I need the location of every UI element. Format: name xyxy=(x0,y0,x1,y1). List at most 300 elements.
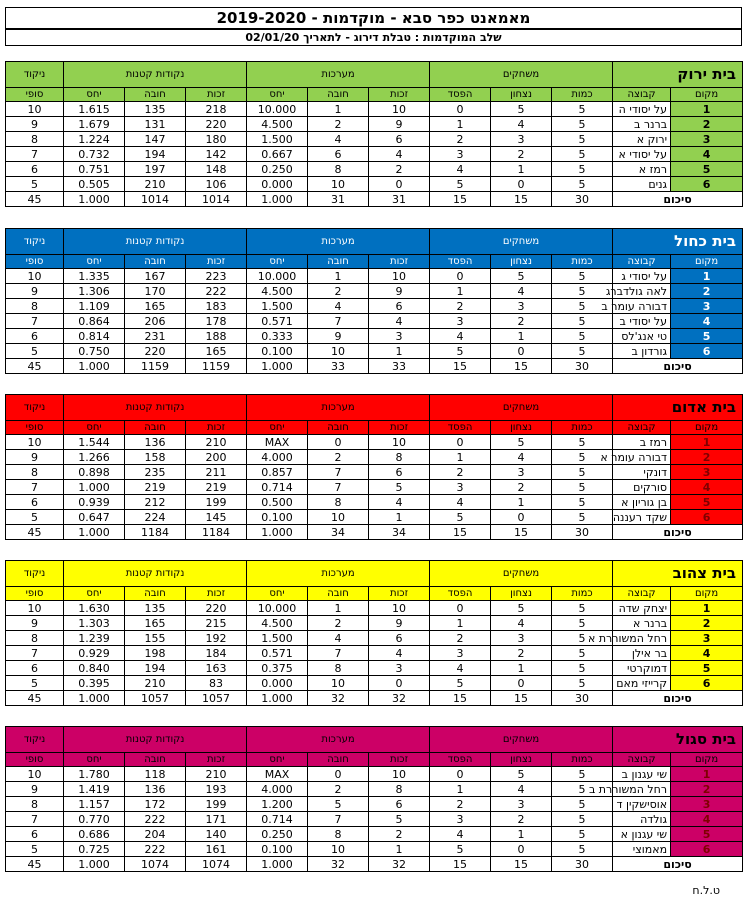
cell-team: רמז א xyxy=(613,162,671,177)
cell-sp-credit: 199 xyxy=(186,495,247,510)
total-sp-credit: 1057 xyxy=(186,691,247,706)
table-row xyxy=(6,299,743,314)
cell-count: 5 xyxy=(552,450,613,465)
cell-sp-ratio: 1.000 xyxy=(64,480,125,495)
cell-sp-debt: 197 xyxy=(125,162,186,177)
total-set-ratio: 1.000 xyxy=(247,857,308,872)
table-row xyxy=(6,646,743,661)
subheader-ratio: יחס xyxy=(247,753,308,767)
cell-score: 9 xyxy=(6,117,64,132)
cell-count: 5 xyxy=(552,465,613,480)
cell-set-ratio: 0.714 xyxy=(247,480,308,495)
cell-place: 2 xyxy=(671,782,743,797)
cell-set-ratio: 1.500 xyxy=(247,132,308,147)
cell-set-ratio: 0.500 xyxy=(247,495,308,510)
total-set-credit: 32 xyxy=(369,691,430,706)
total-score: 45 xyxy=(6,359,64,374)
page-subtitle: שלב המוקדמות : טבלת דירוג - לתאריך 02/01/20 xyxy=(5,29,742,46)
cell-set-credit: 5 xyxy=(369,480,430,495)
cell-loss: 1 xyxy=(430,782,491,797)
subheader-ratio: יחס xyxy=(64,587,125,601)
cell-place: 4 xyxy=(671,147,743,162)
cell-win: 3 xyxy=(491,797,552,812)
subheader-final: סופי xyxy=(6,421,64,435)
total-loss: 15 xyxy=(430,691,491,706)
subheader-loss: הפסד xyxy=(430,587,491,601)
cell-place: 1 xyxy=(671,767,743,782)
cell-count: 5 xyxy=(552,117,613,132)
table-row xyxy=(6,329,743,344)
cell-set-debt: 9 xyxy=(308,329,369,344)
cell-set-debt: 4 xyxy=(308,132,369,147)
cell-count: 5 xyxy=(552,132,613,147)
total-score: 45 xyxy=(6,857,64,872)
cell-score: 5 xyxy=(6,510,64,525)
cell-win: 2 xyxy=(491,314,552,329)
cell-win: 5 xyxy=(491,102,552,117)
cell-place: 3 xyxy=(671,132,743,147)
cell-loss: 1 xyxy=(430,616,491,631)
cell-sp-credit: 220 xyxy=(186,601,247,616)
cell-score: 5 xyxy=(6,842,64,857)
table-row xyxy=(6,314,743,329)
total-score: 45 xyxy=(6,192,64,207)
cell-sp-debt: 194 xyxy=(125,661,186,676)
cell-win: 0 xyxy=(491,510,552,525)
cell-place: 6 xyxy=(671,344,743,359)
cell-set-credit: 8 xyxy=(369,782,430,797)
cell-count: 5 xyxy=(552,601,613,616)
cell-score: 6 xyxy=(6,495,64,510)
cell-sp-credit: 163 xyxy=(186,661,247,676)
subheader-ratio: יחס xyxy=(64,421,125,435)
subheader-place: מקום xyxy=(671,255,743,269)
cell-sp-debt: 136 xyxy=(125,435,186,450)
cell-sp-debt: 170 xyxy=(125,284,186,299)
header-small-points: נקודות קטנות xyxy=(64,62,247,88)
subheader-credit: זכות xyxy=(186,421,247,435)
cell-set-credit: 10 xyxy=(369,435,430,450)
cell-team: על יסודי ג xyxy=(613,269,671,284)
cell-place: 4 xyxy=(671,646,743,661)
cell-set-ratio: 0.250 xyxy=(247,827,308,842)
subheader-team: קבוצה xyxy=(613,753,671,767)
cell-score: 6 xyxy=(6,329,64,344)
cell-sp-credit: 220 xyxy=(186,117,247,132)
cell-score: 10 xyxy=(6,269,64,284)
cell-sp-credit: 199 xyxy=(186,797,247,812)
total-win: 15 xyxy=(491,525,552,540)
subheader-debt: חובה xyxy=(308,753,369,767)
cell-team: רחל המשוררת א xyxy=(613,631,671,646)
summary-label: סיכום xyxy=(613,192,743,207)
header-sets: מערכות xyxy=(247,62,430,88)
total-win: 15 xyxy=(491,359,552,374)
cell-count: 5 xyxy=(552,147,613,162)
cell-win: 5 xyxy=(491,601,552,616)
cell-set-debt: 10 xyxy=(308,676,369,691)
cell-sp-credit: 184 xyxy=(186,646,247,661)
cell-win: 0 xyxy=(491,842,552,857)
cell-place: 4 xyxy=(671,812,743,827)
subheader-team: קבוצה xyxy=(613,255,671,269)
subheader-place: מקום xyxy=(671,587,743,601)
cell-sp-debt: 165 xyxy=(125,616,186,631)
cell-sp-ratio: 1.266 xyxy=(64,450,125,465)
total-set-credit: 33 xyxy=(369,359,430,374)
subheader-loss: הפסד xyxy=(430,421,491,435)
header-sets: מערכות xyxy=(247,727,430,753)
cell-set-ratio: 0.333 xyxy=(247,329,308,344)
header-small-points: נקודות קטנות xyxy=(64,395,247,421)
cell-set-ratio: 0.667 xyxy=(247,147,308,162)
cell-set-debt: 8 xyxy=(308,162,369,177)
cell-count: 5 xyxy=(552,435,613,450)
cell-set-ratio: 4.500 xyxy=(247,284,308,299)
cell-place: 5 xyxy=(671,162,743,177)
cell-loss: 0 xyxy=(430,102,491,117)
cell-set-debt: 5 xyxy=(308,797,369,812)
subheader-final: סופי xyxy=(6,255,64,269)
cell-score: 9 xyxy=(6,284,64,299)
cell-set-credit: 4 xyxy=(369,646,430,661)
table-row xyxy=(6,601,743,616)
cell-set-debt: 0 xyxy=(308,435,369,450)
cell-set-ratio: 4.500 xyxy=(247,117,308,132)
cell-sp-credit: 180 xyxy=(186,132,247,147)
cell-set-debt: 0 xyxy=(308,767,369,782)
header-sets: מערכות xyxy=(247,561,430,587)
subheader-count: כמות xyxy=(552,88,613,102)
cell-win: 4 xyxy=(491,284,552,299)
cell-score: 8 xyxy=(6,631,64,646)
total-count: 30 xyxy=(552,192,613,207)
cell-win: 5 xyxy=(491,435,552,450)
cell-set-credit: 10 xyxy=(369,102,430,117)
cell-team: טי אנג'לס xyxy=(613,329,671,344)
cell-sp-ratio: 0.751 xyxy=(64,162,125,177)
cell-set-debt: 4 xyxy=(308,299,369,314)
table-row xyxy=(6,480,743,495)
table-row xyxy=(6,510,743,525)
cell-count: 5 xyxy=(552,661,613,676)
cell-set-debt: 8 xyxy=(308,827,369,842)
cell-loss: 1 xyxy=(430,450,491,465)
table-row xyxy=(6,797,743,812)
subheader-debt: חובה xyxy=(125,421,186,435)
subheader-debt: חובה xyxy=(125,587,186,601)
cell-set-credit: 4 xyxy=(369,314,430,329)
cell-set-ratio: 1.500 xyxy=(247,631,308,646)
cell-set-credit: 2 xyxy=(369,162,430,177)
cell-set-credit: 6 xyxy=(369,797,430,812)
cell-set-credit: 10 xyxy=(369,601,430,616)
cell-score: 7 xyxy=(6,314,64,329)
cell-set-debt: 7 xyxy=(308,812,369,827)
subheader-credit: זכות xyxy=(369,88,430,102)
cell-sp-ratio: 0.725 xyxy=(64,842,125,857)
cell-place: 5 xyxy=(671,329,743,344)
cell-score: 7 xyxy=(6,812,64,827)
cell-sp-credit: 171 xyxy=(186,812,247,827)
subheader-team: קבוצה xyxy=(613,88,671,102)
table-row xyxy=(6,117,743,132)
total-sp-ratio: 1.000 xyxy=(64,691,125,706)
cell-count: 5 xyxy=(552,102,613,117)
cell-loss: 2 xyxy=(430,299,491,314)
cell-loss: 2 xyxy=(430,631,491,646)
cell-place: 1 xyxy=(671,601,743,616)
cell-set-credit: 6 xyxy=(369,465,430,480)
table-row xyxy=(6,631,743,646)
total-sp-debt: 1014 xyxy=(125,192,186,207)
total-count: 30 xyxy=(552,691,613,706)
total-set-credit: 32 xyxy=(369,857,430,872)
cell-count: 5 xyxy=(552,495,613,510)
table-row xyxy=(6,842,743,857)
cell-set-credit: 3 xyxy=(369,661,430,676)
group-house-title: בית צהוב xyxy=(613,561,743,587)
cell-set-ratio: 0.100 xyxy=(247,510,308,525)
cell-place: 2 xyxy=(671,284,743,299)
cell-team: ברנר א xyxy=(613,616,671,631)
cell-team: דבורה עומר ב xyxy=(613,299,671,314)
table-row xyxy=(6,767,743,782)
subheader-credit: זכות xyxy=(369,255,430,269)
subheader-credit: זכות xyxy=(369,753,430,767)
cell-win: 4 xyxy=(491,782,552,797)
group-house-title: בית ירוק xyxy=(613,62,743,88)
cell-loss: 2 xyxy=(430,132,491,147)
cell-sp-credit: 211 xyxy=(186,465,247,480)
cell-set-debt: 1 xyxy=(308,102,369,117)
cell-loss: 0 xyxy=(430,269,491,284)
total-row xyxy=(6,691,743,706)
total-set-debt: 33 xyxy=(308,359,369,374)
subheader-debt: חובה xyxy=(308,587,369,601)
cell-sp-credit: 210 xyxy=(186,767,247,782)
cell-sp-credit: 218 xyxy=(186,102,247,117)
total-count: 30 xyxy=(552,525,613,540)
cell-score: 5 xyxy=(6,344,64,359)
cell-loss: 0 xyxy=(430,767,491,782)
subheader-win: נצחון xyxy=(491,587,552,601)
header-sets: מערכות xyxy=(247,395,430,421)
cell-win: 0 xyxy=(491,177,552,192)
cell-set-ratio: 10.000 xyxy=(247,269,308,284)
cell-sp-ratio: 1.630 xyxy=(64,601,125,616)
cell-sp-ratio: 0.750 xyxy=(64,344,125,359)
cell-set-debt: 10 xyxy=(308,344,369,359)
cell-team: שי עגנון ב xyxy=(613,767,671,782)
cell-count: 5 xyxy=(552,767,613,782)
cell-sp-ratio: 0.814 xyxy=(64,329,125,344)
total-loss: 15 xyxy=(430,359,491,374)
cell-sp-debt: 135 xyxy=(125,601,186,616)
cell-set-debt: 2 xyxy=(308,117,369,132)
subheader-final: סופי xyxy=(6,88,64,102)
group-table xyxy=(5,726,743,872)
subheader-ratio: יחס xyxy=(64,753,125,767)
subheader-ratio: יחס xyxy=(247,587,308,601)
cell-set-debt: 4 xyxy=(308,631,369,646)
cell-win: 0 xyxy=(491,676,552,691)
total-set-debt: 32 xyxy=(308,691,369,706)
cell-count: 5 xyxy=(552,812,613,827)
total-loss: 15 xyxy=(430,857,491,872)
total-set-ratio: 1.000 xyxy=(247,192,308,207)
total-set-ratio: 1.000 xyxy=(247,691,308,706)
cell-count: 5 xyxy=(552,162,613,177)
cell-sp-ratio: 0.770 xyxy=(64,812,125,827)
cell-sp-debt: 147 xyxy=(125,132,186,147)
total-score: 45 xyxy=(6,525,64,540)
cell-win: 1 xyxy=(491,329,552,344)
table-row xyxy=(6,284,743,299)
total-row xyxy=(6,857,743,872)
cell-count: 5 xyxy=(552,480,613,495)
cell-count: 5 xyxy=(552,299,613,314)
cell-loss: 2 xyxy=(430,465,491,480)
cell-score: 6 xyxy=(6,827,64,842)
cell-place: 3 xyxy=(671,299,743,314)
cell-set-debt: 10 xyxy=(308,842,369,857)
cell-set-credit: 0 xyxy=(369,676,430,691)
cell-score: 8 xyxy=(6,299,64,314)
cell-sp-debt: 206 xyxy=(125,314,186,329)
cell-sp-credit: 165 xyxy=(186,344,247,359)
cell-loss: 1 xyxy=(430,117,491,132)
cell-loss: 1 xyxy=(430,284,491,299)
cell-count: 5 xyxy=(552,510,613,525)
cell-place: 6 xyxy=(671,676,743,691)
header-games: משחקים xyxy=(430,62,613,88)
cell-count: 5 xyxy=(552,284,613,299)
cell-set-ratio: 4.000 xyxy=(247,450,308,465)
cell-team: ברנר ב xyxy=(613,117,671,132)
subheader-debt: חובה xyxy=(125,255,186,269)
cell-count: 5 xyxy=(552,616,613,631)
table-row xyxy=(6,782,743,797)
table-row xyxy=(6,132,743,147)
group-table xyxy=(5,228,743,374)
subheader-count: כמות xyxy=(552,587,613,601)
cell-set-ratio: 0.857 xyxy=(247,465,308,480)
cell-score: 8 xyxy=(6,797,64,812)
cell-win: 1 xyxy=(491,495,552,510)
cell-sp-debt: 204 xyxy=(125,827,186,842)
subheader-debt: חובה xyxy=(308,88,369,102)
cell-count: 5 xyxy=(552,827,613,842)
cell-set-credit: 3 xyxy=(369,329,430,344)
cell-count: 5 xyxy=(552,344,613,359)
subheader-loss: הפסד xyxy=(430,753,491,767)
cell-loss: 5 xyxy=(430,344,491,359)
cell-team: דבורה עומר א xyxy=(613,450,671,465)
table-row xyxy=(6,827,743,842)
table-row xyxy=(6,450,743,465)
cell-loss: 4 xyxy=(430,661,491,676)
cell-win: 3 xyxy=(491,132,552,147)
cell-team: גולדה xyxy=(613,812,671,827)
cell-win: 4 xyxy=(491,616,552,631)
cell-sp-ratio: 0.647 xyxy=(64,510,125,525)
cell-sp-debt: 235 xyxy=(125,465,186,480)
cell-place: 5 xyxy=(671,661,743,676)
cell-win: 2 xyxy=(491,812,552,827)
cell-set-ratio: 0.100 xyxy=(247,344,308,359)
cell-place: 6 xyxy=(671,510,743,525)
header-score: ניקוד xyxy=(6,229,64,255)
table-row xyxy=(6,812,743,827)
total-row xyxy=(6,192,743,207)
cell-win: 4 xyxy=(491,450,552,465)
cell-set-ratio: 10.000 xyxy=(247,601,308,616)
total-sp-debt: 1057 xyxy=(125,691,186,706)
table-row xyxy=(6,147,743,162)
group-table xyxy=(5,61,743,207)
cell-loss: 4 xyxy=(430,329,491,344)
cell-set-credit: 5 xyxy=(369,812,430,827)
cell-sp-ratio: 0.395 xyxy=(64,676,125,691)
cell-team: גנים xyxy=(613,177,671,192)
cell-score: 5 xyxy=(6,177,64,192)
cell-score: 8 xyxy=(6,465,64,480)
cell-sp-credit: 106 xyxy=(186,177,247,192)
cell-sp-credit: 192 xyxy=(186,631,247,646)
cell-team: בן גוריון א xyxy=(613,495,671,510)
cell-sp-debt: 118 xyxy=(125,767,186,782)
cell-place: 3 xyxy=(671,631,743,646)
cell-sp-credit: 142 xyxy=(186,147,247,162)
cell-place: 2 xyxy=(671,450,743,465)
cell-set-credit: 0 xyxy=(369,177,430,192)
cell-set-ratio: 4.500 xyxy=(247,616,308,631)
header-small-points: נקודות קטנות xyxy=(64,229,247,255)
cell-sp-ratio: 1.109 xyxy=(64,299,125,314)
table-row xyxy=(6,465,743,480)
cell-loss: 5 xyxy=(430,510,491,525)
cell-loss: 3 xyxy=(430,314,491,329)
cell-place: 4 xyxy=(671,480,743,495)
cell-loss: 4 xyxy=(430,162,491,177)
subheader-count: כמות xyxy=(552,753,613,767)
cell-set-debt: 7 xyxy=(308,480,369,495)
total-row xyxy=(6,359,743,374)
total-sp-credit: 1074 xyxy=(186,857,247,872)
cell-set-debt: 1 xyxy=(308,601,369,616)
cell-place: 2 xyxy=(671,616,743,631)
cell-sp-ratio: 0.864 xyxy=(64,314,125,329)
table-row xyxy=(6,676,743,691)
subheader-ratio: יחס xyxy=(64,255,125,269)
cell-win: 2 xyxy=(491,147,552,162)
subheader-ratio: יחס xyxy=(247,255,308,269)
cell-sp-debt: 136 xyxy=(125,782,186,797)
cell-team: דמוקרטי xyxy=(613,661,671,676)
header-small-points: נקודות קטנות xyxy=(64,727,247,753)
cell-set-credit: 1 xyxy=(369,510,430,525)
cell-loss: 5 xyxy=(430,676,491,691)
cell-set-credit: 1 xyxy=(369,344,430,359)
cell-set-credit: 10 xyxy=(369,767,430,782)
total-sp-debt: 1159 xyxy=(125,359,186,374)
cell-score: 7 xyxy=(6,646,64,661)
table-row xyxy=(6,162,743,177)
cell-score: 6 xyxy=(6,661,64,676)
page-title: מאמאנט כפר סבא - מוקדמות - 2019-2020 xyxy=(5,7,742,29)
cell-set-ratio: 0.100 xyxy=(247,842,308,857)
